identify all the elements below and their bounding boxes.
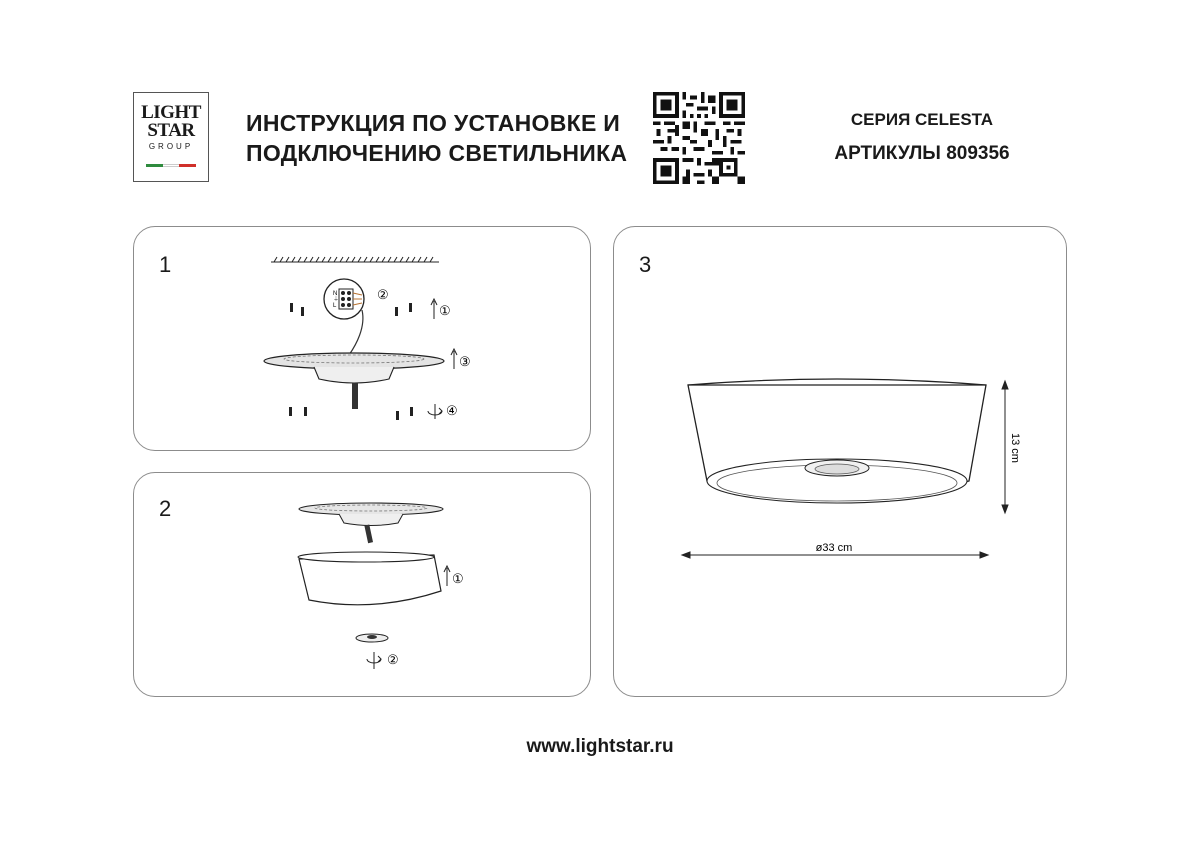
ceiling-hatch-icon [271, 257, 439, 262]
title-line-2: ПОДКЛЮЧЕНИЮ СВЕТИЛЬНИКА [246, 140, 628, 166]
title-line-1: ИНСТРУКЦИЯ ПО УСТАНОВКЕ И [246, 110, 621, 136]
mounting-plate [299, 503, 443, 543]
step-marker-1: ① [439, 303, 451, 318]
height-label: 13 cm [1009, 433, 1021, 463]
step-marker-1: ① [452, 571, 464, 586]
lightstar-logo [133, 92, 209, 182]
logo-text-star: STAR [147, 120, 195, 141]
shade-assembly-diagram [134, 473, 592, 698]
mounting-plate [264, 353, 444, 409]
lamp-shade [298, 552, 441, 605]
series-label: СЕРИЯ CELESTA [850, 110, 994, 129]
step-number: 1 [159, 252, 172, 277]
dimensions-diagram [614, 227, 1068, 698]
terminal-label-n: N [333, 291, 338, 297]
terminal-block-icon [324, 279, 364, 319]
mounting-base-diagram [134, 227, 592, 452]
step-marker-2: ② [377, 287, 389, 302]
page-title [246, 108, 627, 168]
website-link[interactable]: www.lightstar.ru [526, 736, 674, 757]
italian-flag-stripe [146, 164, 196, 167]
step-marker-4: ④ [446, 403, 458, 418]
step-marker-3: ③ [459, 354, 471, 369]
step-number: 2 [159, 496, 172, 521]
logo-text-light: LIGHT [141, 102, 201, 123]
rotate-screw-icon [428, 404, 442, 419]
screw-icons [289, 407, 413, 420]
fixture-drawing [688, 379, 986, 503]
qr-code-icon[interactable] [653, 92, 745, 184]
step-number: 3 [639, 252, 652, 277]
step-panel-3 [613, 226, 1067, 697]
terminal-label-l: L [333, 303, 337, 309]
height-dimension [1002, 381, 1008, 513]
diameter-label: ø33 cm [815, 542, 853, 554]
step-panel-2 [133, 472, 591, 697]
logo-text-group: GROUP [148, 142, 194, 151]
article-number: АРТИКУЛЫ 809356 [834, 143, 1010, 164]
rotate-nut-icon [367, 652, 381, 669]
fixing-nut [356, 634, 388, 642]
step-marker-2: ② [387, 652, 399, 667]
step-panel-1 [133, 226, 591, 451]
terminal-label-earth: ⏚ [333, 297, 340, 303]
